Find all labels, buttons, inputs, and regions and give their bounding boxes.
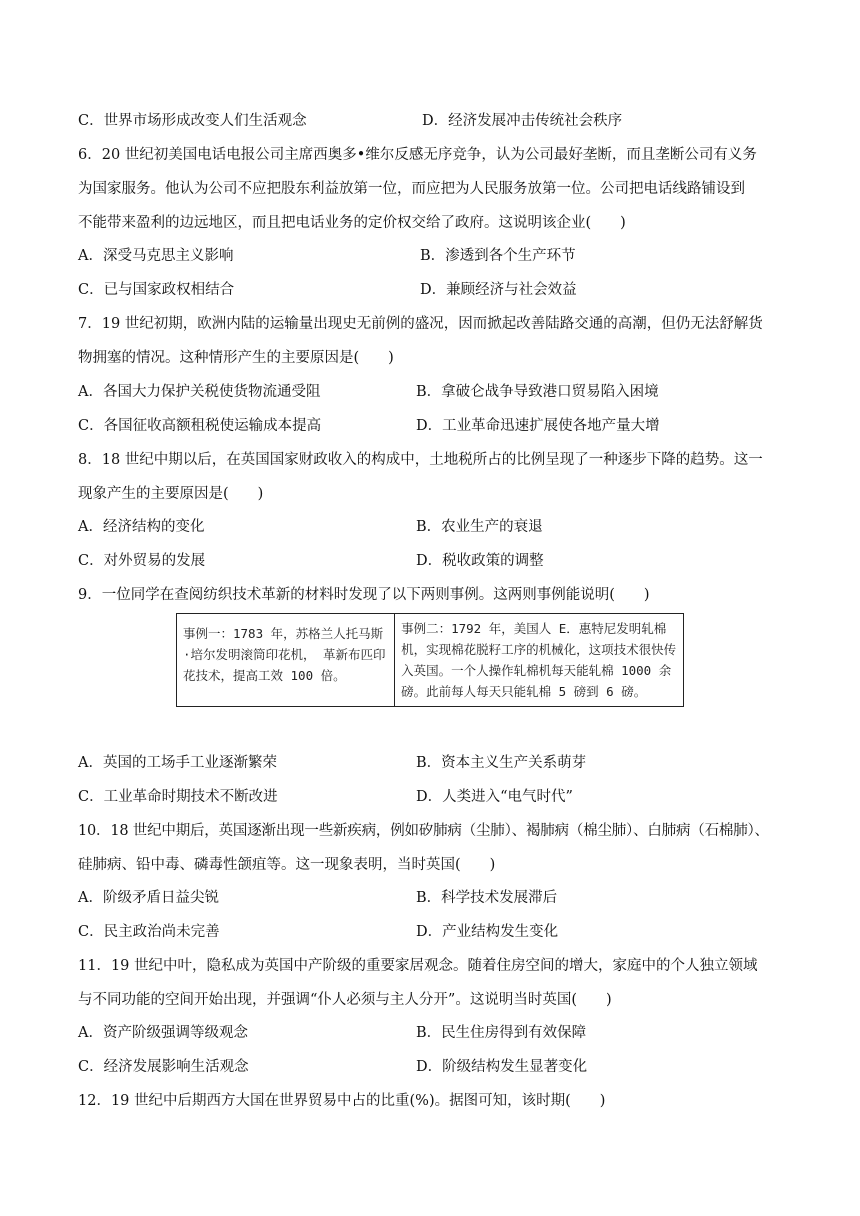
q10-stem-line-2: 硅肺病、铅中毒、磷毒性颌疽等。这一现象表明，当时英国( ) xyxy=(78,857,496,873)
q9-option-a: A．英国的工场手工业逐渐繁荣 xyxy=(78,755,277,771)
q10-option-d: D．产业结构发生变化 xyxy=(416,924,559,940)
q7-option-d: D．工业革命迅速扩展使各地产量大增 xyxy=(416,418,660,434)
q6-option-c: C．已与国家政权相结合 xyxy=(78,282,235,298)
q8-option-c: C．对外贸易的发展 xyxy=(78,553,206,569)
q9-option-b: B．资本主义生产关系萌芽 xyxy=(416,755,587,771)
q11-stem-line-1: 11．19 世纪中叶，隐私成为英国中产阶级的重要家居观念。随着住房空间的增大，家庭中的个人独立领域 xyxy=(78,958,758,974)
q7-option-a: A．各国大力保护关税使货物流通受阻 xyxy=(78,384,321,400)
q7-option-c: C．各国征收高额租税使运输成本提高 xyxy=(78,418,322,434)
q8-option-b: B．农业生产的衰退 xyxy=(416,519,543,535)
q10-stem-line-1: 10．18 世纪中期后，英国逐渐出现一些新疾病，例如矽肺病（尘肺）、褐肺病（棉尘肺）、白肺病（石棉肺）、 xyxy=(78,823,769,839)
q9-case-1: 事例一：1783 年，苏格兰人托马斯·培尔发明滚筒印花机， 革新布匹印花技术，提高工效 100 倍。 xyxy=(177,614,395,707)
q6-stem-line-3: 不能带来盈利的边远地区，而且把电话业务的定价权交给了政府。这说明该企业( ) xyxy=(78,215,626,231)
q7-option-b: B．拿破仑战争导致港口贸易陷入困境 xyxy=(416,384,659,400)
q10-option-a: A．阶级矛盾日益尖锐 xyxy=(78,890,219,906)
q9-case-2: 事例二：1792 年，美国人 E．惠特尼发明轧棉机，实现棉花脱籽工序的机械化，这项技术很快传入英国。一个人操作轧棉机每天能轧棉 1000 余磅。此前每人每天只能轧棉 5 磅到 6 磅。 xyxy=(395,614,684,707)
q9-option-d: D．人类进入“电气时代” xyxy=(416,789,573,805)
q5-option-d: D．经济发展冲击传统社会秩序 xyxy=(422,113,623,129)
q11-option-b: B．民生住房得到有效保障 xyxy=(416,1025,587,1041)
q8-option-a: A．经济结构的变化 xyxy=(78,519,205,535)
q7-stem-line-2: 物拥塞的情况。这种情形产生的主要原因是( ) xyxy=(78,350,394,366)
q6-option-d: D．兼顾经济与社会效益 xyxy=(420,282,577,298)
q11-option-c: C．经济发展影响生活观念 xyxy=(78,1059,249,1075)
q11-option-a: A．资产阶级强调等级观念 xyxy=(78,1025,248,1041)
q6-option-a: A．深受马克思主义影响 xyxy=(78,248,234,264)
q9-stem-line-1: 9．一位同学在查阅纺织技术革新的材料时发现了以下两则事例。这两则事例能说明( ) xyxy=(78,587,650,603)
q10-option-b: B．科学技术发展滞后 xyxy=(416,890,558,906)
q8-stem-line-2: 现象产生的主要原因是( ) xyxy=(78,486,264,502)
q9-option-c: C．工业革命时期技术不断改进 xyxy=(78,789,278,805)
q10-option-c: C．民主政治尚未完善 xyxy=(78,924,220,940)
q9-case-table xyxy=(176,613,684,707)
q12-stem-line-1: 12．19 世纪中后期西方大国在世界贸易中占的比重(%)。据图可知，该时期( ) xyxy=(78,1093,606,1109)
q5-option-c: C．世界市场形成改变人们生活观念 xyxy=(78,113,307,129)
q11-stem-line-2: 与不同功能的空间开始出现，并强调“仆人必须与主人分开”。这说明当时英国( ) xyxy=(78,992,612,1008)
q11-option-d: D．阶级结构发生显著变化 xyxy=(416,1059,588,1075)
q7-stem-line-1: 7．19 世纪初期，欧洲内陆的运输量出现史无前例的盛况，因而掀起改善陆路交通的高潮，但仍无法舒解货 xyxy=(78,316,763,332)
q6-stem-line-1: 6．20 世纪初美国电话电报公司主席西奥多•维尔反感无序竞争，认为公司最好垄断，而且垄断公司有义务 xyxy=(78,147,757,163)
q6-option-b: B．渗透到各个生产环节 xyxy=(420,248,576,264)
q8-stem-line-1: 8．18 世纪中期以后，在英国国家财政收入的构成中，土地税所占的比例呈现了一种逐步下降的趋势。这一 xyxy=(78,452,763,468)
q6-stem-line-2: 为国家服务。他认为公司不应把股东利益放第一位，而应把为人民服务放第一位。公司把电话线路铺设到 xyxy=(78,181,745,197)
q8-option-d: D．税收政策的调整 xyxy=(416,553,544,569)
